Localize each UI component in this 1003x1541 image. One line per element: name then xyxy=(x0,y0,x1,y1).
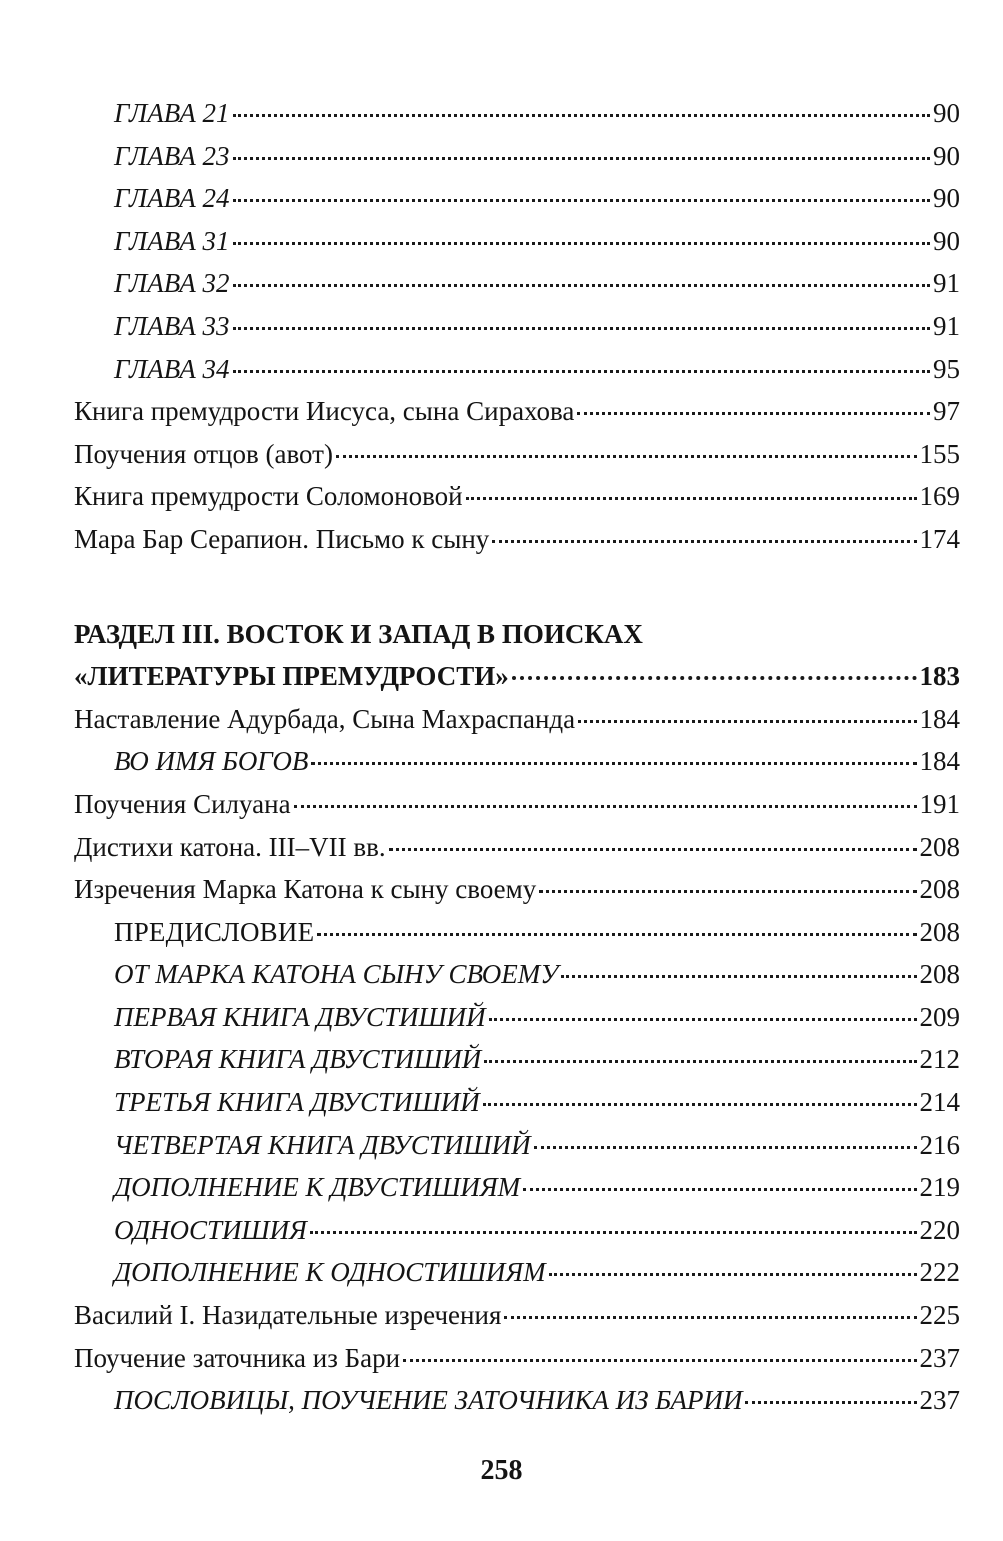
section-page: 183 xyxy=(919,661,960,692)
toc-entry-page: 90 xyxy=(933,140,960,171)
toc-entry-title: ДОПОЛНЕНИЕ К ОДНОСТИШИЯМ xyxy=(114,1257,546,1288)
toc-entry-title: ОДНОСТИШИЯ xyxy=(114,1214,307,1245)
toc-entry xyxy=(74,348,960,391)
toc-entry-title: ГЛАВА 32 xyxy=(114,268,230,299)
toc-entry xyxy=(74,1294,960,1337)
dot-leader xyxy=(577,412,930,415)
toc-entry-page: 90 xyxy=(933,225,960,256)
toc-entry-page: 222 xyxy=(919,1257,960,1288)
dot-leader xyxy=(484,1060,916,1063)
toc-entry-page: 97 xyxy=(933,396,960,427)
toc-entry-title: ВТОРАЯ КНИГА ДВУСТИШИЙ xyxy=(114,1044,482,1075)
toc-entry-title: ТРЕТЬЯ КНИГА ДВУСТИШИЙ xyxy=(114,1087,480,1118)
toc-entry-page: 169 xyxy=(919,481,960,512)
dot-leader xyxy=(578,720,916,723)
toc-entry-page: 212 xyxy=(919,1044,960,1075)
toc-entry-page: 214 xyxy=(919,1087,960,1118)
dot-leader xyxy=(233,199,931,202)
dot-leader xyxy=(492,540,916,543)
toc-entry-page: 184 xyxy=(919,746,960,777)
dot-leader xyxy=(233,242,931,245)
toc-entry-title: ГЛАВА 33 xyxy=(114,310,230,341)
toc-entry-title: Книга премудрости Иисуса, сына Сирахова xyxy=(74,396,575,427)
toc-entry-title: ОТ МАРКА КАТОНА СЫНУ СВОЕМУ xyxy=(114,959,559,990)
toc-entry-page: 174 xyxy=(919,523,960,554)
dot-leader xyxy=(294,805,917,808)
toc-entry xyxy=(74,1081,960,1124)
toc-entry-page: 209 xyxy=(919,1001,960,1032)
toc-entry-title: Василий I. Назидательные изречения xyxy=(74,1300,502,1331)
dot-leader xyxy=(561,975,916,978)
toc-entry-page: 155 xyxy=(919,438,960,469)
toc-entry-page: 208 xyxy=(919,874,960,905)
page-number: 258 xyxy=(480,1455,523,1486)
toc-entry-page: 219 xyxy=(919,1172,960,1203)
toc-entry-page: 208 xyxy=(919,959,960,990)
toc-entry xyxy=(74,996,960,1039)
toc-entry-title: ГЛАВА 34 xyxy=(114,353,230,384)
toc-entry xyxy=(74,911,960,954)
toc-entry-title: ЧЕТВЕРТАЯ КНИГА ДВУСТИШИЙ xyxy=(114,1129,531,1160)
dot-leader xyxy=(534,1146,917,1149)
toc-entry-title: ПОСЛОВИЦЫ, ПОУЧЕНИЕ ЗАТОЧНИКА ИЗ БАРИИ xyxy=(114,1385,743,1416)
toc-entry-page: 90 xyxy=(933,98,960,128)
toc-entry xyxy=(74,390,960,433)
toc-entry-title: Наставление Адурбада, Сына Махраспанда xyxy=(74,703,576,734)
toc-entry-page: 225 xyxy=(919,1300,960,1331)
dot-leader xyxy=(311,762,916,765)
section-spacer xyxy=(74,561,960,613)
dot-leader xyxy=(389,848,917,851)
toc-entry xyxy=(74,262,960,305)
toc-entry-page: 216 xyxy=(919,1129,960,1160)
toc-entry-title: ГЛАВА 23 xyxy=(114,140,230,171)
toc-entry-page: 237 xyxy=(919,1342,960,1373)
dot-leader xyxy=(549,1273,917,1276)
dot-leader xyxy=(504,1316,916,1319)
toc-entry-title: Дистихи катона. III–VII вв. xyxy=(74,831,386,862)
toc-entry xyxy=(74,1209,960,1252)
toc-entry xyxy=(74,783,960,826)
toc-entry-page: 90 xyxy=(933,183,960,214)
section-heading-line1: РАЗДЕЛ III. ВОСТОК И ЗАПАД В ПОИСКАХ xyxy=(74,618,643,649)
toc-entry-title: ПРЕДИСЛОВИЕ xyxy=(114,916,315,947)
toc-entry-title: Изречения Марка Катона к сыну своему xyxy=(74,874,537,905)
toc-entry xyxy=(74,475,960,518)
toc-entry-title: ВО ИМЯ БОГОВ xyxy=(114,746,309,777)
dot-leader xyxy=(233,157,931,160)
toc-entry-title: ГЛАВА 24 xyxy=(114,183,230,214)
toc-entry xyxy=(74,1166,960,1209)
toc-entry xyxy=(74,518,960,561)
toc-entry xyxy=(74,1337,960,1380)
dot-leader xyxy=(233,370,931,373)
toc-entry xyxy=(74,135,960,178)
toc-entry xyxy=(74,92,960,135)
dot-leader xyxy=(489,1018,917,1021)
toc-entry xyxy=(74,433,960,476)
dot-leader xyxy=(483,1103,917,1106)
toc-entry-page: 184 xyxy=(919,703,960,734)
toc-entry-page: 95 xyxy=(933,353,960,384)
toc-entry-title: Поучение заточника из Бари xyxy=(74,1342,401,1373)
toc-entry xyxy=(74,1038,960,1081)
dot-leader xyxy=(523,1188,916,1191)
toc-entry xyxy=(74,1379,960,1422)
toc-entry xyxy=(74,1124,960,1167)
dot-leader xyxy=(317,933,916,936)
section-heading-entry xyxy=(74,655,960,698)
toc-entry-page: 208 xyxy=(919,916,960,947)
toc-entry-title: Поучения Силуана xyxy=(74,788,291,819)
section-heading-line2: «ЛИТЕРАТУРЫ ПРЕМУДРОСТИ» xyxy=(74,661,509,692)
dot-leader xyxy=(233,284,931,287)
dot-leader xyxy=(466,497,917,500)
dot-leader xyxy=(539,890,916,893)
toc-entry xyxy=(74,826,960,869)
toc-entry xyxy=(74,868,960,911)
toc-entry-page: 220 xyxy=(919,1214,960,1245)
toc-entry-title: ГЛАВА 21 xyxy=(114,98,230,128)
toc-entry-title: ПЕРВАЯ КНИГА ДВУСТИШИЙ xyxy=(114,1001,486,1032)
toc-entry-title: Поучения отцов (авот) xyxy=(74,438,333,469)
dot-leader xyxy=(310,1231,917,1234)
toc-entry xyxy=(74,220,960,263)
toc-entry-page: 91 xyxy=(933,310,960,341)
dot-leader xyxy=(512,676,917,680)
dot-leader xyxy=(336,455,917,458)
toc-entry-page: 91 xyxy=(933,268,960,299)
dot-leader xyxy=(233,114,931,117)
toc-entry xyxy=(74,177,960,220)
dot-leader xyxy=(403,1359,916,1362)
toc-entry xyxy=(74,305,960,348)
toc-entry-title: Книга премудрости Соломоновой xyxy=(74,481,463,512)
dot-leader xyxy=(745,1401,916,1404)
toc-entry-page: 237 xyxy=(919,1385,960,1416)
toc-entry-page: 191 xyxy=(919,788,960,819)
toc-entry-title: ГЛАВА 31 xyxy=(114,225,230,256)
table-of-contents xyxy=(74,92,960,1422)
toc-entry-title: ДОПОЛНЕНИЕ К ДВУСТИШИЯМ xyxy=(114,1172,521,1203)
toc-entry-page: 208 xyxy=(919,831,960,862)
toc-entry xyxy=(74,740,960,783)
toc-entry xyxy=(74,698,960,741)
toc-entry xyxy=(74,953,960,996)
dot-leader xyxy=(233,327,931,330)
toc-entry xyxy=(74,1251,960,1294)
toc-entry-title: Мара Бар Серапион. Письмо к сыну xyxy=(74,523,490,554)
